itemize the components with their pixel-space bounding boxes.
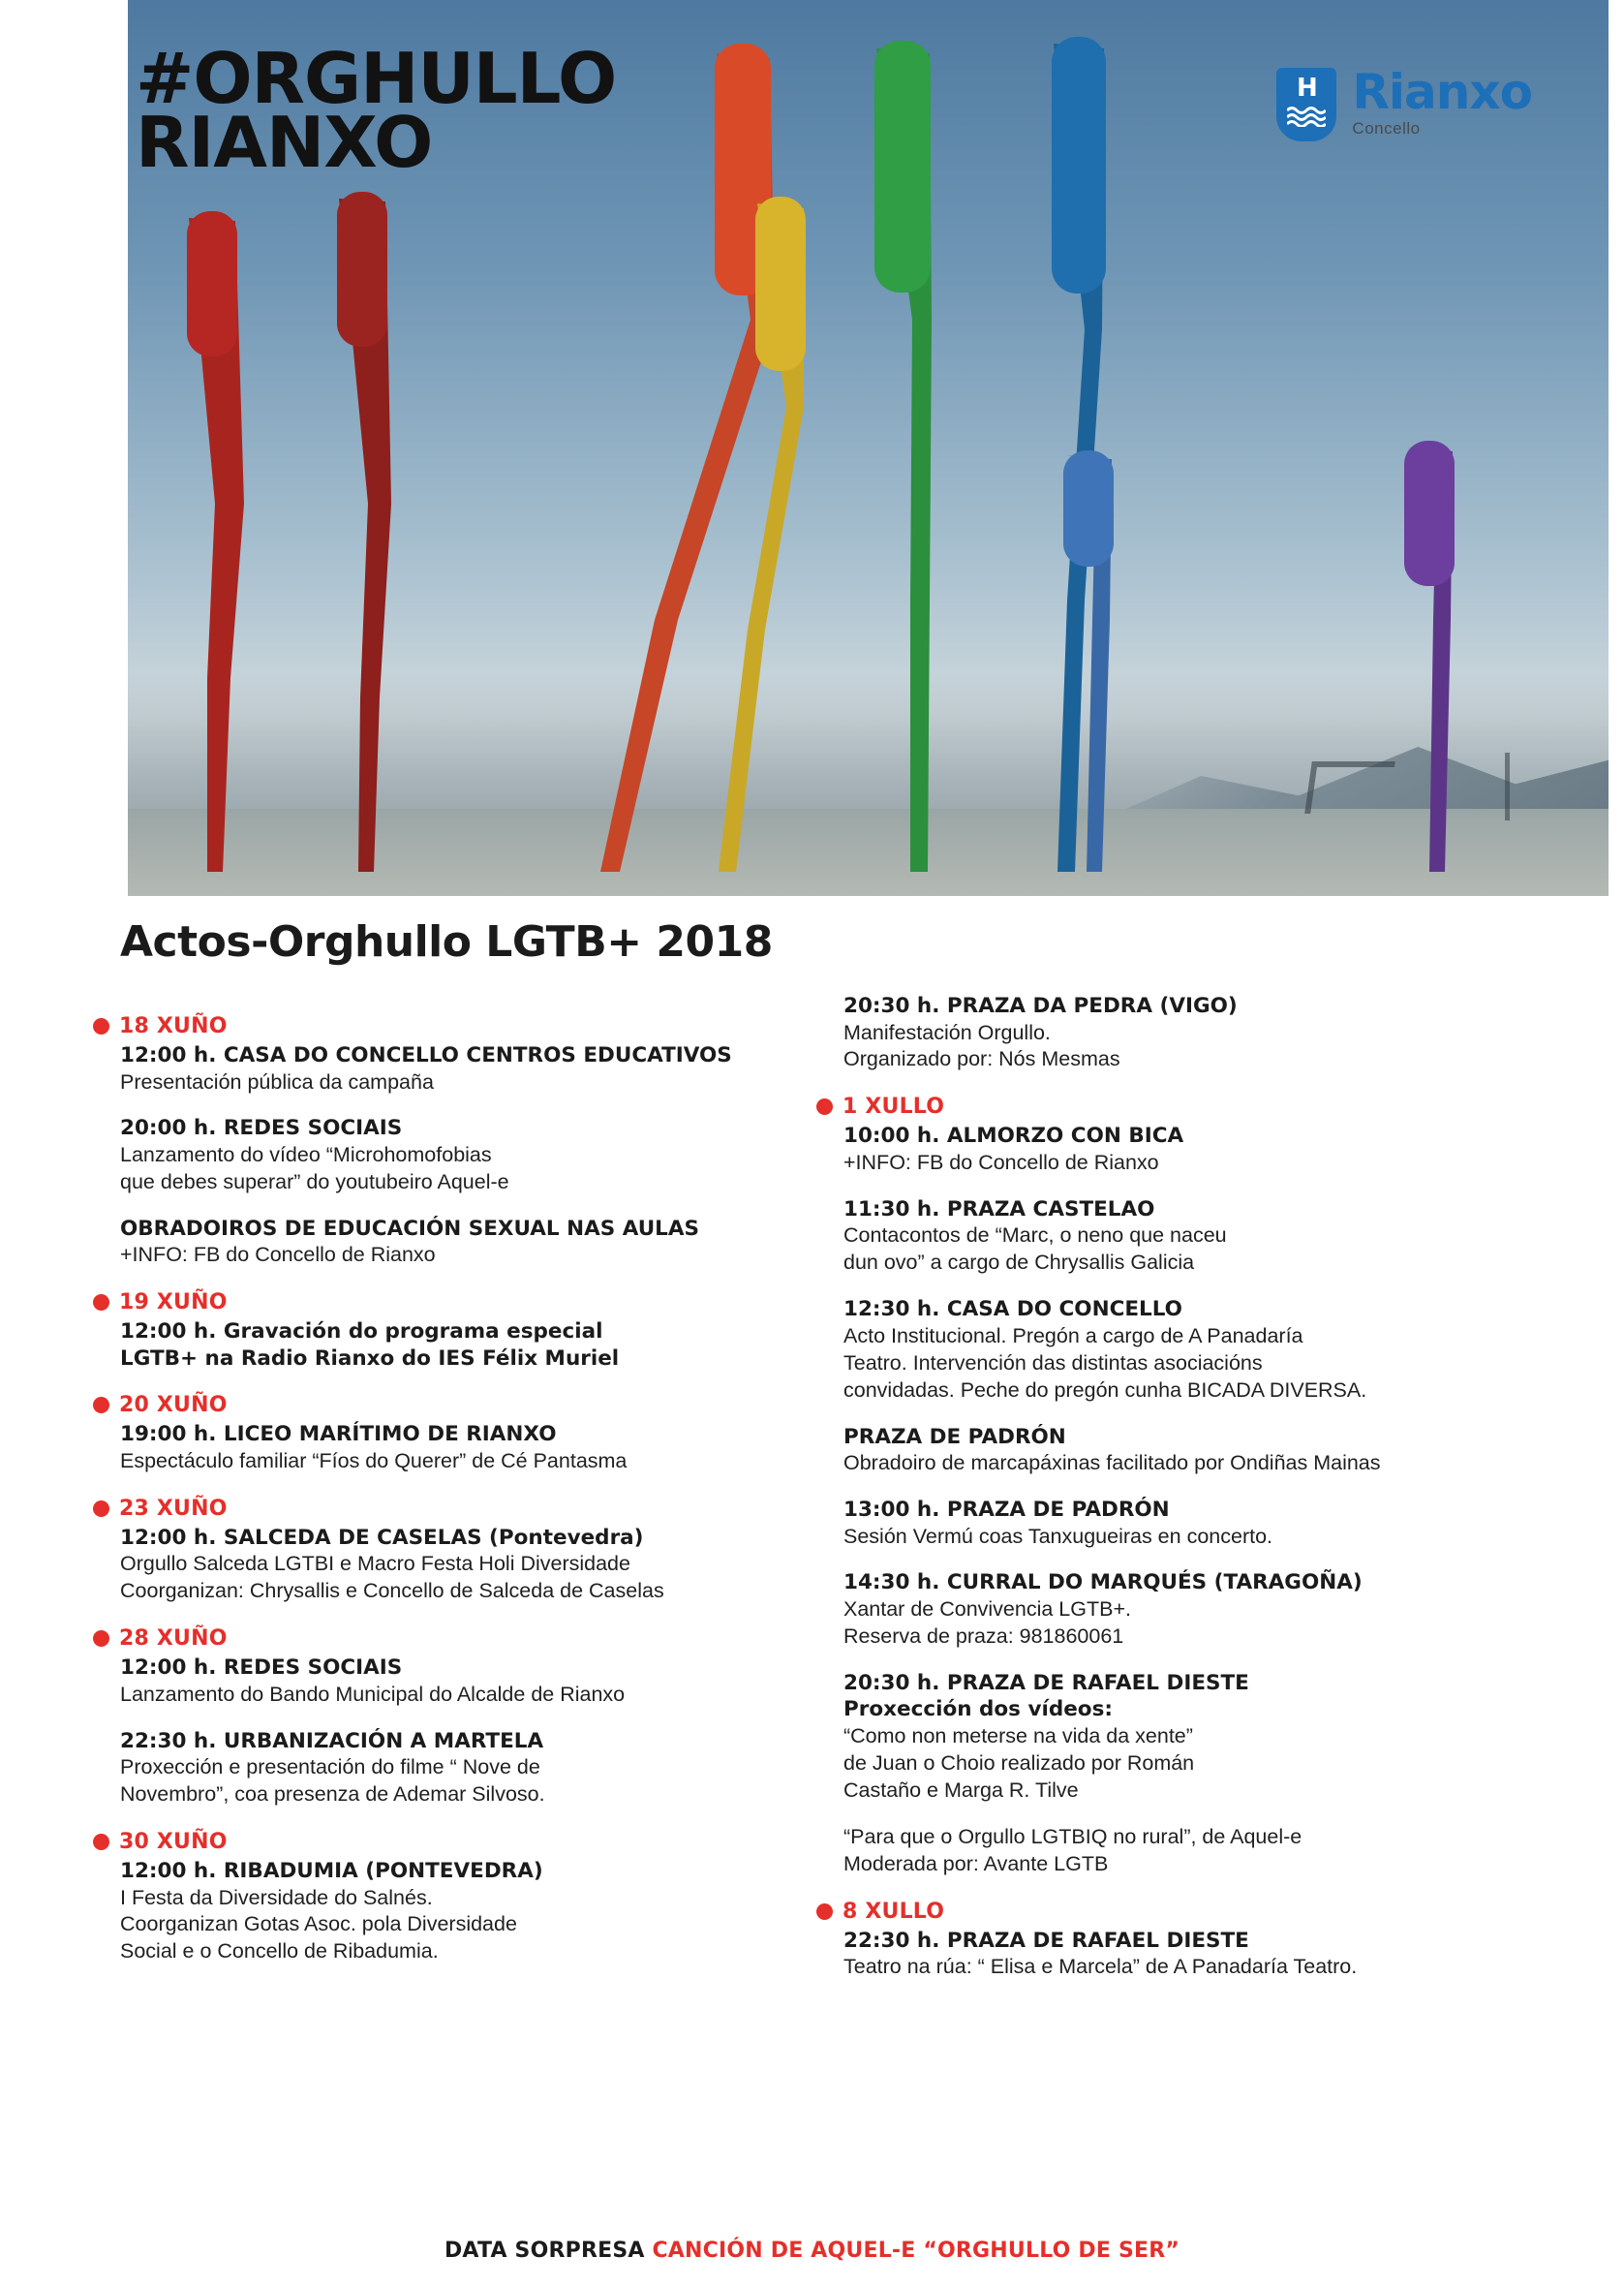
entry-description: Acto Institucional. Pregón a cargo de A Panadaría	[843, 1323, 1303, 1347]
entry-description: Espectáculo familiar “Fíos do Querer” de Cé Pantasma	[120, 1448, 628, 1472]
entry-description: Coorganizan Gotas Asoc. pola Diversidade	[120, 1912, 517, 1936]
program-entry	[120, 1318, 791, 1372]
entry-headline: Proxección dos vídeos:	[843, 1697, 1113, 1722]
entry-description: “Como non meterse na vida da xente”	[843, 1723, 1193, 1747]
program-day-group	[843, 1095, 1515, 1877]
footer-label: DATA SORPRESA	[444, 2239, 645, 2263]
bullet-dot-icon	[93, 1834, 109, 1850]
entry-description: Obradoiro de marcapáxinas facilitado por Ondiñas Mainas	[843, 1451, 1381, 1475]
day-header	[120, 1014, 791, 1038]
entry-description: +INFO: FB do Concello de Rianxo	[120, 1243, 436, 1267]
shield-icon	[1276, 68, 1336, 141]
entry-headline: PRAZA DE PADRÓN	[843, 1424, 1066, 1449]
right-white-margin	[1609, 0, 1624, 896]
program-content	[0, 896, 1624, 2288]
entry-headline: 20:30 h. PRAZA DA PEDRA (VIGO)	[843, 994, 1238, 1018]
logo-subtitle: Concello	[1352, 119, 1421, 138]
program-day-group	[120, 1393, 791, 1474]
program-entry	[843, 1670, 1515, 1805]
footer-banner	[0, 2239, 1624, 2263]
entry-headline: 10:00 h. ALMORZO CON BICA	[843, 1124, 1184, 1149]
entry-description: convidadas. Peche do pregón cunha BICADA DIVERSA.	[843, 1377, 1367, 1402]
program-column-left	[120, 993, 791, 2000]
program-day-group	[120, 1014, 791, 1269]
program-entry	[120, 1216, 791, 1269]
logo-name: Rianxo	[1352, 64, 1532, 120]
entry-headline: 19:00 h. LICEO MARÍTIMO DE RIANXO	[120, 1422, 557, 1447]
program-day-group	[120, 1497, 791, 1605]
program-entry	[843, 1123, 1515, 1176]
entry-description: Lanzamento do vídeo “Microhomofobias	[120, 1142, 492, 1166]
entry-headline: 11:30 h. PRAZA CASTELAO	[843, 1196, 1155, 1221]
program-day-group	[843, 993, 1515, 1073]
entry-description: Moderada por: Avante LGTB	[843, 1851, 1109, 1875]
program-entry	[120, 1042, 791, 1096]
entry-description: Teatro. Intervención das distintas asociacións	[843, 1350, 1263, 1375]
entry-description: Social e o Concello de Ribadumia.	[120, 1939, 439, 1963]
day-date-label: 1 XULLO	[843, 1095, 945, 1120]
day-header	[843, 1900, 1515, 1924]
entry-headline: OBRADOIROS DE EDUCACIÓN SEXUAL NAS AULAS	[120, 1216, 699, 1241]
entry-description: Xantar de Convivencia LGTB+.	[843, 1596, 1131, 1621]
entry-headline: 22:30 h. URBANIZACIÓN A MARTELA	[120, 1728, 544, 1753]
program-entry	[120, 1654, 791, 1708]
program-day-group	[120, 1830, 791, 1965]
entry-description: dun ovo” a cargo de Chrysallis Galicia	[843, 1251, 1195, 1275]
program-entry	[120, 1421, 791, 1474]
entry-description: Organizado por: Nós Mesmas	[843, 1047, 1120, 1071]
entry-headline: 20:00 h. REDES SOCIAIS	[120, 1116, 403, 1141]
program-entry	[120, 1525, 791, 1605]
entry-description: Presentación pública da campaña	[120, 1069, 434, 1094]
entry-description: “Para que o Orgullo LGTBIQ no rural”, de Aquel-e	[843, 1824, 1302, 1848]
day-header	[120, 1626, 791, 1651]
hashtag-line-2: RIANXO	[136, 102, 433, 184]
shield-initial: H	[1297, 74, 1317, 103]
entry-headline: 13:00 h. PRAZA DE PADRÓN	[843, 1498, 1170, 1523]
day-date-label: 18 XUÑO	[119, 1014, 228, 1038]
entry-description: Proxección e presentación do filme “ Nove de	[120, 1755, 540, 1779]
entry-description: I Festa da Diversidade do Salnés.	[120, 1885, 433, 1909]
entry-description: Manifestación Orgullo.	[843, 1020, 1051, 1044]
day-date-label: 19 XUÑO	[119, 1290, 228, 1315]
day-date-label: 8 XULLO	[843, 1899, 945, 1924]
program-entry	[843, 1824, 1515, 1878]
entry-headline: 14:30 h. CURRAL DO MARQUÉS (TARAGOÑA)	[843, 1570, 1363, 1595]
entry-description: Coorganizan: Chrysallis e Concello de Salceda de Caselas	[120, 1579, 664, 1603]
entry-headline: LGTB+ na Radio Rianxo do IES Félix Muriel	[120, 1345, 620, 1371]
program-day-group	[120, 1290, 791, 1372]
program-entry	[843, 1296, 1515, 1404]
day-header	[843, 1095, 1515, 1119]
entry-headline: 12:00 h. SALCEDA DE CASELAS (Pontevedra)	[120, 1525, 644, 1550]
entry-description: Lanzamento do Bando Municipal do Alcalde de Rianxo	[120, 1682, 626, 1706]
entry-description: Teatro na rúa: “ Elisa e Marcela” de A Panadaría Teatro.	[843, 1955, 1358, 1979]
entry-headline: 12:00 h. REDES SOCIAIS	[120, 1655, 403, 1681]
footer-highlight: CANCIÓN DE AQUEL-E “ORGHULLO DE SER”	[652, 2239, 1180, 2263]
day-header	[120, 1497, 791, 1521]
program-entry	[843, 993, 1515, 1073]
left-white-margin	[0, 0, 128, 896]
entry-description: que debes superar” do youtubeiro Aquel-e	[120, 1169, 509, 1193]
program-day-group	[120, 1626, 791, 1809]
program-entry	[843, 1928, 1515, 1981]
program-columns	[120, 993, 1515, 2000]
entry-headline: 12:00 h. Gravación do programa especial	[120, 1319, 603, 1345]
program-entry	[843, 1196, 1515, 1277]
bullet-dot-icon	[93, 1500, 109, 1517]
bullet-dot-icon	[816, 1903, 833, 1920]
day-date-label: 20 XUÑO	[119, 1393, 228, 1418]
bullet-dot-icon	[93, 1018, 109, 1035]
entry-description: Novembro”, coa presenza de Ademar Silvoso.	[120, 1782, 545, 1807]
day-header	[120, 1830, 791, 1854]
entry-description: Reserva de praza: 981860061	[843, 1623, 1124, 1648]
program-entry	[843, 1424, 1515, 1477]
entry-description: Contacontos de “Marc, o neno que naceu	[843, 1223, 1227, 1248]
entry-headline: 12:00 h. RIBADUMIA (PONTEVEDRA)	[120, 1859, 543, 1884]
entry-description: Sesión Vermú coas Tanxugueiras en concerto.	[843, 1524, 1273, 1548]
rianxo-council-logo	[1276, 64, 1532, 141]
program-entry	[120, 1858, 791, 1965]
program-entry	[843, 1497, 1515, 1550]
waves-icon	[1287, 106, 1326, 127]
day-date-label: 28 XUÑO	[119, 1626, 228, 1652]
day-header	[120, 1393, 791, 1417]
entry-headline: 22:30 h. PRAZA DE RAFAEL DIESTE	[843, 1928, 1249, 1953]
day-date-label: 23 XUÑO	[119, 1496, 228, 1521]
entry-description: +INFO: FB do Concello de Rianxo	[843, 1150, 1159, 1174]
bullet-dot-icon	[93, 1294, 109, 1311]
entry-headline: 12:00 h. CASA DO CONCELLO CENTROS EDUCATIVOS	[120, 1043, 732, 1067]
entry-description: Orgullo Salceda LGTBI e Macro Festa Holi Diversidade	[120, 1552, 630, 1576]
page-title: Actos-Orghullo LGTB+ 2018	[120, 917, 773, 967]
entry-headline: 20:30 h. PRAZA DE RAFAEL DIESTE	[843, 1670, 1249, 1695]
program-entry	[120, 1728, 791, 1809]
day-date-label: 30 XUÑO	[119, 1830, 228, 1855]
hero-banner	[0, 0, 1624, 896]
program-entry	[843, 1569, 1515, 1650]
program-column-right	[843, 993, 1515, 2000]
entry-headline: 12:30 h. CASA DO CONCELLO	[843, 1297, 1182, 1322]
bullet-dot-icon	[93, 1630, 109, 1647]
program-day-group	[843, 1900, 1515, 1981]
day-header	[120, 1290, 791, 1314]
poster-hashtag	[136, 38, 617, 184]
entry-description: Castaño e Marga R. Tilve	[843, 1778, 1079, 1802]
bullet-dot-icon	[816, 1098, 833, 1115]
logo-wordmark	[1352, 64, 1532, 138]
hashtag-line-1: #ORGHULLO	[136, 38, 617, 119]
entry-description: de Juan o Choio realizado por Román	[843, 1750, 1195, 1775]
program-entry	[120, 1115, 791, 1195]
bullet-dot-icon	[93, 1397, 109, 1413]
